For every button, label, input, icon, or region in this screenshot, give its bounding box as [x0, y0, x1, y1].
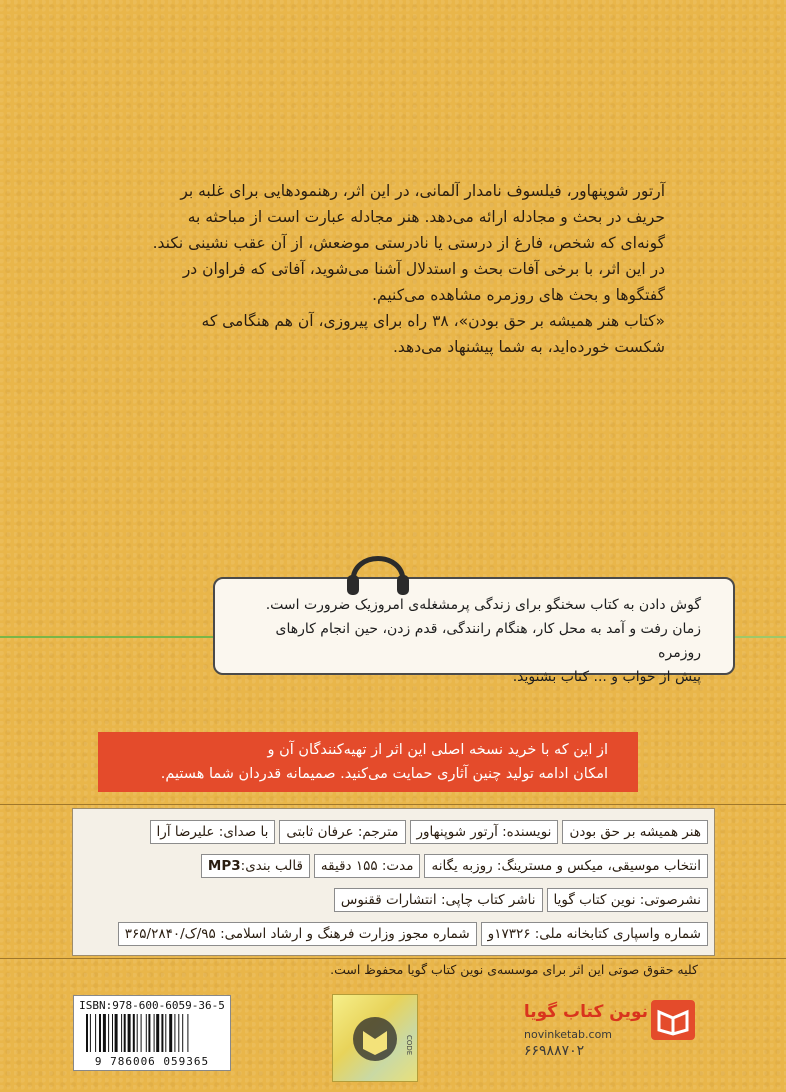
library-number-cell: شماره واسپاری کتابخانه ملی: ۱۷۳۲۶و — [481, 922, 708, 946]
open-book-icon — [651, 1000, 695, 1040]
listen-callout-box — [213, 577, 735, 685]
banner-line: امکان ادامه تولید چنین آثاری حمایت می‌کنید. صمیمانه قدردان شما هستیم. — [160, 766, 608, 782]
barcode-bar — [165, 1014, 166, 1052]
barcode-bar — [161, 1014, 163, 1052]
narrator-cell: با صدای: علیرضا آرا — [150, 820, 276, 844]
format-cell — [201, 854, 310, 878]
barcode-bar — [154, 1014, 155, 1052]
hologram-text: CODE — [405, 1035, 413, 1056]
barcode-bar — [99, 1014, 101, 1052]
credits-row — [118, 919, 708, 949]
barcode-bar — [124, 1014, 126, 1052]
barcode-bar — [148, 1014, 150, 1052]
barcode-bar — [146, 1014, 147, 1052]
barcode-bar — [133, 1014, 135, 1052]
publisher-phone: ۶۶۹۸۸۷۰۲ — [524, 1043, 585, 1059]
book-title-cell: هنر همیشه بر حق بودن — [562, 820, 708, 844]
music-mixing-cell: انتخاب موسیقی، میکس و مسترینگ: روزبه یگانه — [424, 854, 708, 878]
barcode-bar — [156, 1014, 159, 1052]
credits-panel — [72, 808, 715, 956]
description-line: گفتگوها و بحث های روزمره مشاهده می‌کنیم. — [372, 286, 665, 304]
barcode-bar — [121, 1014, 122, 1052]
publisher-url: novinketab.com — [524, 1028, 613, 1041]
support-banner — [98, 732, 638, 792]
barcode-bar — [115, 1014, 118, 1052]
print-publisher-cell: ناشر کتاب چاپی: انتشارات ققنوس — [334, 888, 543, 912]
format-label: قالب بندی: — [240, 858, 303, 874]
barcode-bar — [178, 1014, 179, 1052]
barcode-bar — [86, 1014, 88, 1052]
barcode-icon — [84, 1014, 222, 1052]
isbn-label: ISBN:978-600-6059-36-5 — [79, 999, 225, 1012]
book-description — [80, 178, 665, 360]
credits-row — [334, 885, 708, 915]
barcode-bar — [95, 1014, 96, 1052]
author-cell: نویسنده: آرتور شوپنهاور — [410, 820, 559, 844]
publisher-logo — [651, 1000, 695, 1040]
barcode-bar — [103, 1014, 106, 1052]
callout-line: زمان رفت و آمد به محل کار، هنگام رانندگی، قدم زدن، حین انجام کارهای روزمره — [275, 621, 701, 661]
barcode-bar — [187, 1014, 188, 1052]
listen-callout-text — [231, 593, 701, 689]
description-line: در این اثر، با برخی آفات بحث و استدلال آشنا می‌شوید، آفاتی که فراوان در — [182, 260, 665, 278]
credits-row — [150, 817, 708, 847]
headphones-icon — [343, 541, 413, 601]
barcode-bar — [174, 1014, 175, 1052]
barcode-bar — [90, 1014, 91, 1052]
description-line: شکست خورده‌اید، به شما پیشنهاد می‌دهد. — [392, 338, 665, 356]
barcode-bar — [128, 1014, 131, 1052]
publisher-name: نوین کتاب گویا — [523, 1002, 648, 1022]
barcode-bar — [182, 1014, 183, 1052]
copyright-notice: کلیه حقوق صوتی این اثر برای موسسه‌ی نوین کتاب گویا محفوظ است. — [330, 962, 698, 977]
divider-bottom — [0, 958, 786, 959]
callout-line: پیش از خواب و ... کتاب بشنوید. — [512, 669, 701, 685]
audio-publisher-cell: نشرصوتی: نوین کتاب گویا — [547, 888, 708, 912]
isbn-barcode — [73, 995, 231, 1071]
banner-line: از این که با خرید نسخه اصلی این اثر از تهیه‌کنندگان آن و — [267, 742, 608, 758]
publisher-brand — [520, 1000, 710, 1080]
barcode-bar — [141, 1014, 142, 1052]
barcode-bar — [169, 1014, 172, 1052]
callout-line: گوش دادن به کتاب سخنگو برای زندگی پرمشغله‌ی امروزیک ضرورت است. — [265, 597, 701, 613]
credits-row — [201, 851, 708, 881]
description-line: حریف در بحث و مجادله ارائه می‌دهد. هنر مجادله عبارت است از مباحثه به — [187, 208, 665, 226]
description-line: گونه‌ای که شخص، فارغ از درستی یا نادرستی موضعش، از آن عقب نشینی نکند. — [152, 234, 665, 252]
divider-top — [0, 804, 786, 805]
description-line: آرتور شوپنهاور، فیلسوف نامدار آلمانی، در این اثر، رهنمودهایی برای غلبه بر — [180, 182, 665, 200]
green-divider-right — [735, 636, 786, 638]
barcode-bar — [137, 1014, 138, 1052]
translator-cell: مترجم: عرفان ثابتی — [279, 820, 405, 844]
isbn-number: 9 786006 059365 — [94, 1055, 210, 1068]
book-logo-icon — [333, 995, 417, 1081]
license-number-cell: شماره مجوز وزارت فرهنگ و ارشاد اسلامی: ۹۵/ک/۳۶۵/۲۸۴۰ — [118, 922, 477, 946]
duration-cell: مدت: ۱۵۵ دقیقه — [314, 854, 421, 878]
barcode-bar — [108, 1014, 109, 1052]
hologram-sticker — [332, 994, 418, 1082]
format-value: MP3 — [207, 858, 241, 874]
description-line: «کتاب هنر همیشه بر حق بودن»، ۳۸ راه برای پیروزی، آن هم هنگامی که — [201, 312, 665, 330]
barcode-bar — [112, 1014, 113, 1052]
green-divider-left — [0, 636, 214, 638]
